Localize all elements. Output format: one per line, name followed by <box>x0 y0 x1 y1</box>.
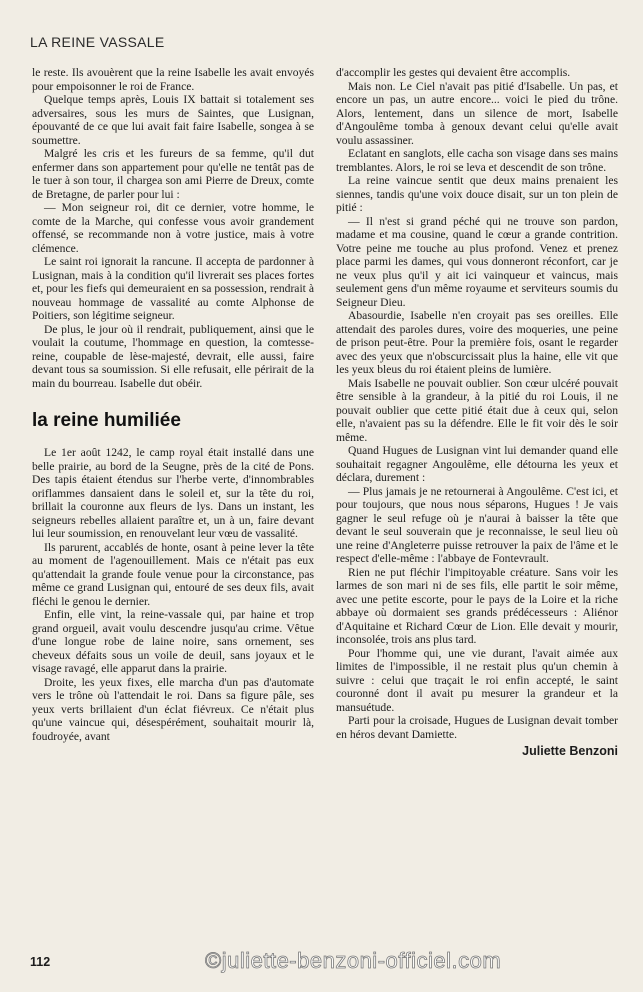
paragraph: Ils parurent, accablés de honte, osant à peine lever la tête au moment de l'agenouillement. Mais ce n'était pas eux qu'attendait la grande foule venue pour la circonstance, pas même ce grand Lusignan qui, entouré de ses deux fils, avait fléchi le genou le dernier. <box>32 540 314 608</box>
left-column <box>32 66 314 743</box>
paragraph: — Plus jamais je ne retournerai à Angoulême. C'est ici, et pour toujours, que nous nous séparons, Hugues ! Je vais gagner le seul refuge où je n'aurai à baisser la tête que devant le seul souverain que je reconnaisse, le seul lieu où une reine d'Angleterre puisse retrouver la paix de l'âme et le respect d'elle-même : l'abbaye de Fontevrault. <box>336 484 618 565</box>
page-number: 112 <box>30 955 51 969</box>
paragraph: — Mon seigneur roi, dit ce dernier, votre homme, le comte de la Marche, qui confesse vous avoir grandement offensé, se recommande non à votre justice, mais à votre clémence. <box>32 201 314 255</box>
paragraph: La reine vaincue sentit que deux mains prenaient les siennes, tandis qu'une voix douce disait, sur un ton plein de pitié : <box>336 174 618 214</box>
paragraph: Parti pour la croisade, Hugues de Lusignan devait tomber en héros devant Damiette. <box>336 714 618 741</box>
paragraph: Quelque temps après, Louis IX battait si totalement ses adversaires, sous les murs de Saintes, que Lusignan, épouvanté de ce que lui avait fait faire Isabelle, songea à se soumettre. <box>32 93 314 147</box>
right-column <box>336 66 618 759</box>
running-title: LA REINE VASSALE <box>30 34 165 50</box>
paragraph: Enfin, elle vint, la reine-vassale qui, par haine et trop grand orgueil, avait voulu descendre jusqu'au crime. Vêtue d'une longue robe de laine noire, sans ornement, ses cheveux défaits sous un voile de deuil, sans joyaux et le visage ravagé, elle apparut dans la prairie. <box>32 608 314 675</box>
paragraph: Eclatant en sanglots, elle cacha son visage dans ses mains tremblantes. Alors, le roi se leva et descendit de son trône. <box>336 147 618 174</box>
paragraph: De plus, le jour où il rendrait, publiquement, ainsi que le voulait la coutume, l'hommage en question, la comtesse-reine, coupable de lèse-majesté, devrait, elle aussi, faire devant tous sa soumission. Si elle refusait, elle périrait de la main du bourreau. Isabelle dut obéir. <box>32 322 314 390</box>
paragraph: Rien ne put fléchir l'impitoyable créature. Sans voir les larmes de son mari ni de ses fils, elle partit le soir même, avec une petite escorte, pour le pays de la Loire et la riche abbaye où dormaient ses grands prédécesseurs : Aliénor d'Aquitaine et Richard Cœur de Lion. Elle devait y mourir, inconsolée, trois ans plus tard. <box>336 565 618 646</box>
paragraph: Droite, les yeux fixes, elle marcha d'un pas d'automate vers le trône où l'attendait le roi. Dans sa figure pâle, ses yeux verts brillaient d'un éclat fiévreux. Ce n'était plus qu'une vaincue qui, désespérément, souhaitait mourir là, foudroyée, avant <box>32 675 314 743</box>
paragraph: le reste. Ils avouèrent que la reine Isabelle les avait envoyés pour empoisonner le roi de France. <box>32 66 314 93</box>
section-heading: la reine humiliée <box>32 410 181 431</box>
paragraph: Quand Hugues de Lusignan vint lui demander quand elle souhaitait regagner Angoulême, elle détourna les yeux et déclara, durement : <box>336 444 618 484</box>
paragraph: — Il n'est si grand péché qui ne trouve son pardon, madame et ma cousine, quand le cœur a grande contrition. Votre peine me touche au plus profond. Venez et prenez place parmi les dames, qui vous donneront réconfort, car je ne veux plus qu'il y ait ici vainqueur et vaincus, mais seulement gens d'un même royaume et serviteurs soumis du Seigneur Dieu. <box>336 214 618 309</box>
paragraph: Mais non. Le Ciel n'avait pas pitié d'Isabelle. Un pas, et encore un pas, un autre encore... voici le pied du trône. Alors, lentement, dans un silence de mort, Isabelle d'Angoulême tomba à genoux devant celui qu'elle avait voulu assassiner. <box>336 79 618 147</box>
author-signature: Juliette Benzoni <box>522 744 618 758</box>
paragraph: Le saint roi ignorait la rancune. Il accepta de pardonner à Lusignan, mais à la condition qu'il livrerait ses places fortes et, pour les fiefs qui demeuraient en sa possession, rendrait à nouveau hommage de vassalité au comte Alphonse de Poitiers, son légitime seigneur. <box>32 255 314 322</box>
paragraph: Abasourdie, Isabelle n'en croyait pas ses oreilles. Elle attendait des paroles dures, voire des moqueries, une peine de prison peut-être. Pour la première fois, osant le regarder avec des yeux que n'obscurcissait plus la haine, elle vit que les yeux bleus du roi étaient pleins de lumière. <box>336 309 618 376</box>
paragraph: d'accomplir les gestes qui devaient être accomplis. <box>336 66 571 79</box>
paragraph: Mais Isabelle ne pouvait oublier. Son cœur ulcéré pouvait être sensible à la grandeur, à la pitié du roi Louis, il ne pouvait oublier que cette pitié était due à ceux qui, selon elle, n'avaient pas su la défendre. Elle le fit voir dès le soir même. <box>336 376 618 444</box>
paragraph: Pour l'homme qui, une vie durant, l'avait aimée aux limites de l'impossible, il ne restait plus qu'un chemin à suivre : celui que traçait le roi enfin accepté, le saint couronné dont il avait pu mesurer la grandeur et la mansuétude. <box>336 646 618 714</box>
paragraph: Malgré les cris et les fureurs de sa femme, qu'il dut enfermer dans son appartement pour qu'elle ne tentât pas de le tuer à son tour, il chargea son ami Pierre de Dreux, comte de Bretagne, de parler pour lui : <box>32 147 314 201</box>
watermark: ©juliette-benzoni-officiel.com <box>205 948 502 973</box>
paragraph: Le 1er août 1242, le camp royal était installé dans une belle prairie, au bord de la Seugne, près de la cité de Pons. Des tapis étaient étendus sur l'herbe verte, d'innombrables oriflammes dansaient dans le soleil et, sur la tête du roi, brillait la couronne aux fleurs de lys. Dans un instant, les seigneurs rebelles allaient paraître et, un à un, faire devant lui leur soumission, en renouvelant leur vœu de vassalité. <box>32 446 314 540</box>
